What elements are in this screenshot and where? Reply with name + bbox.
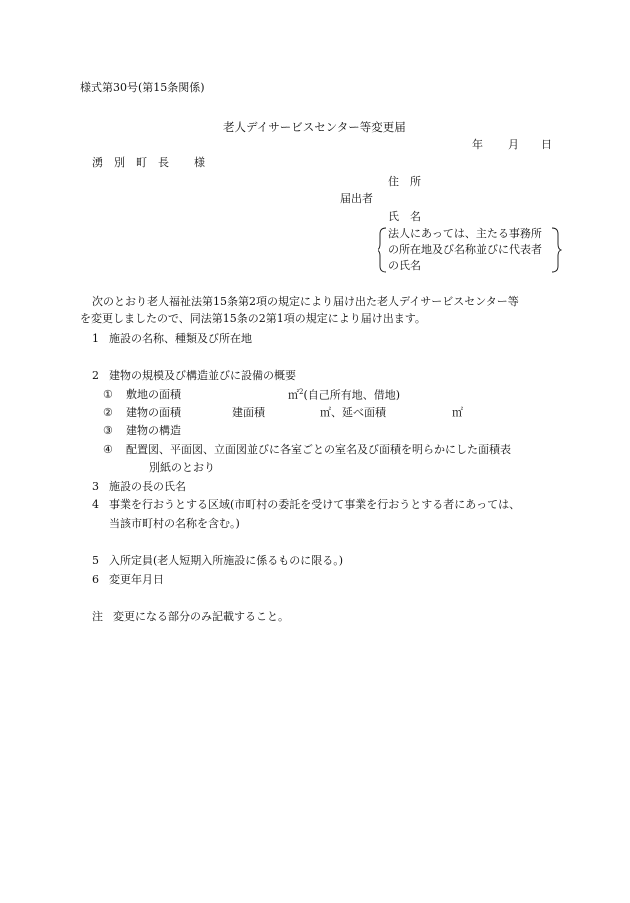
- item-6-text: 変更年月日: [109, 573, 164, 586]
- subitem-2-unit-1: ㎡、延べ面積: [320, 406, 386, 419]
- addressee-name: 湧 別 町 長: [92, 156, 169, 169]
- item-4-continuation: 当該市町村の名称を含む。): [109, 517, 240, 530]
- subitem-2-text: 建物の面積: [126, 406, 181, 419]
- subitem-1-number: ①: [103, 388, 113, 401]
- date-month: 月: [508, 138, 519, 151]
- item-2-number: 2: [92, 369, 99, 382]
- item-5-number: 5: [92, 554, 99, 567]
- subitem-1-unit: ㎡$^2$(自己所有地、借地): [288, 388, 401, 402]
- intro-line-2: を変更しましたので、同法第15条の2第1項の規定により届け出ます。: [80, 312, 426, 325]
- date-day: 日: [541, 138, 552, 151]
- subitem-3-text: 建物の構造: [126, 424, 181, 437]
- subitem-4-sub: 別紙のとおり: [149, 461, 215, 474]
- address-label: 住 所: [388, 175, 421, 188]
- subitem-2-build-area: 建面積: [232, 406, 265, 419]
- item-3-text: 施設の長の氏名: [109, 480, 186, 493]
- footnote-text: 変更になる部分のみ記載すること。: [113, 610, 289, 623]
- subitem-2-unit-2: ㎡: [452, 406, 463, 419]
- subitem-4-number: ④: [103, 443, 113, 456]
- name-label: 氏 名: [388, 210, 421, 223]
- subitem-2-number: ②: [103, 406, 113, 419]
- item-5-text: 入所定員(老人短期入所施設に係るものに限る。): [109, 554, 344, 567]
- document-title: 老人デイサービスセンター等変更届: [223, 120, 406, 134]
- item-6-number: 6: [92, 573, 99, 586]
- intro-line-1: 次のとおり老人福祉法第15条第2項の規定により届け出た老人デイサービスセンター等: [92, 295, 519, 308]
- footnote-label: 注: [92, 610, 103, 623]
- subitem-4-text: 配置図、平面図、立面図並びに各室ごとの室名及び面積を明らかにした面積表: [126, 443, 511, 456]
- corp-note-line-3: の氏名: [388, 259, 421, 272]
- corp-note-line-1: 法人にあっては、主たる事務所: [388, 227, 542, 240]
- subitem-1-text: 敷地の面積: [126, 388, 181, 401]
- item-3-number: 3: [92, 480, 99, 493]
- item-1-number: 1: [92, 332, 99, 345]
- corp-note-line-2: の所在地及び名称並びに代表者: [388, 243, 542, 256]
- date-year: 年: [472, 138, 483, 151]
- subitem-3-number: ③: [103, 424, 113, 437]
- item-2-text: 建物の規模及び構造並びに設備の概要: [109, 369, 296, 382]
- item-1-text: 施設の名称、種類及び所在地: [109, 332, 252, 345]
- filer-label: 届出者: [340, 192, 373, 205]
- form-reference: 様式第30号(第15条関係): [80, 81, 205, 94]
- item-4-text: 事業を行おうとする区域(市町村の委託を受けて事業を行おうとする者にあっては、: [109, 498, 521, 511]
- addressee-honorific: 様: [194, 156, 205, 169]
- item-4-number: 4: [92, 498, 99, 511]
